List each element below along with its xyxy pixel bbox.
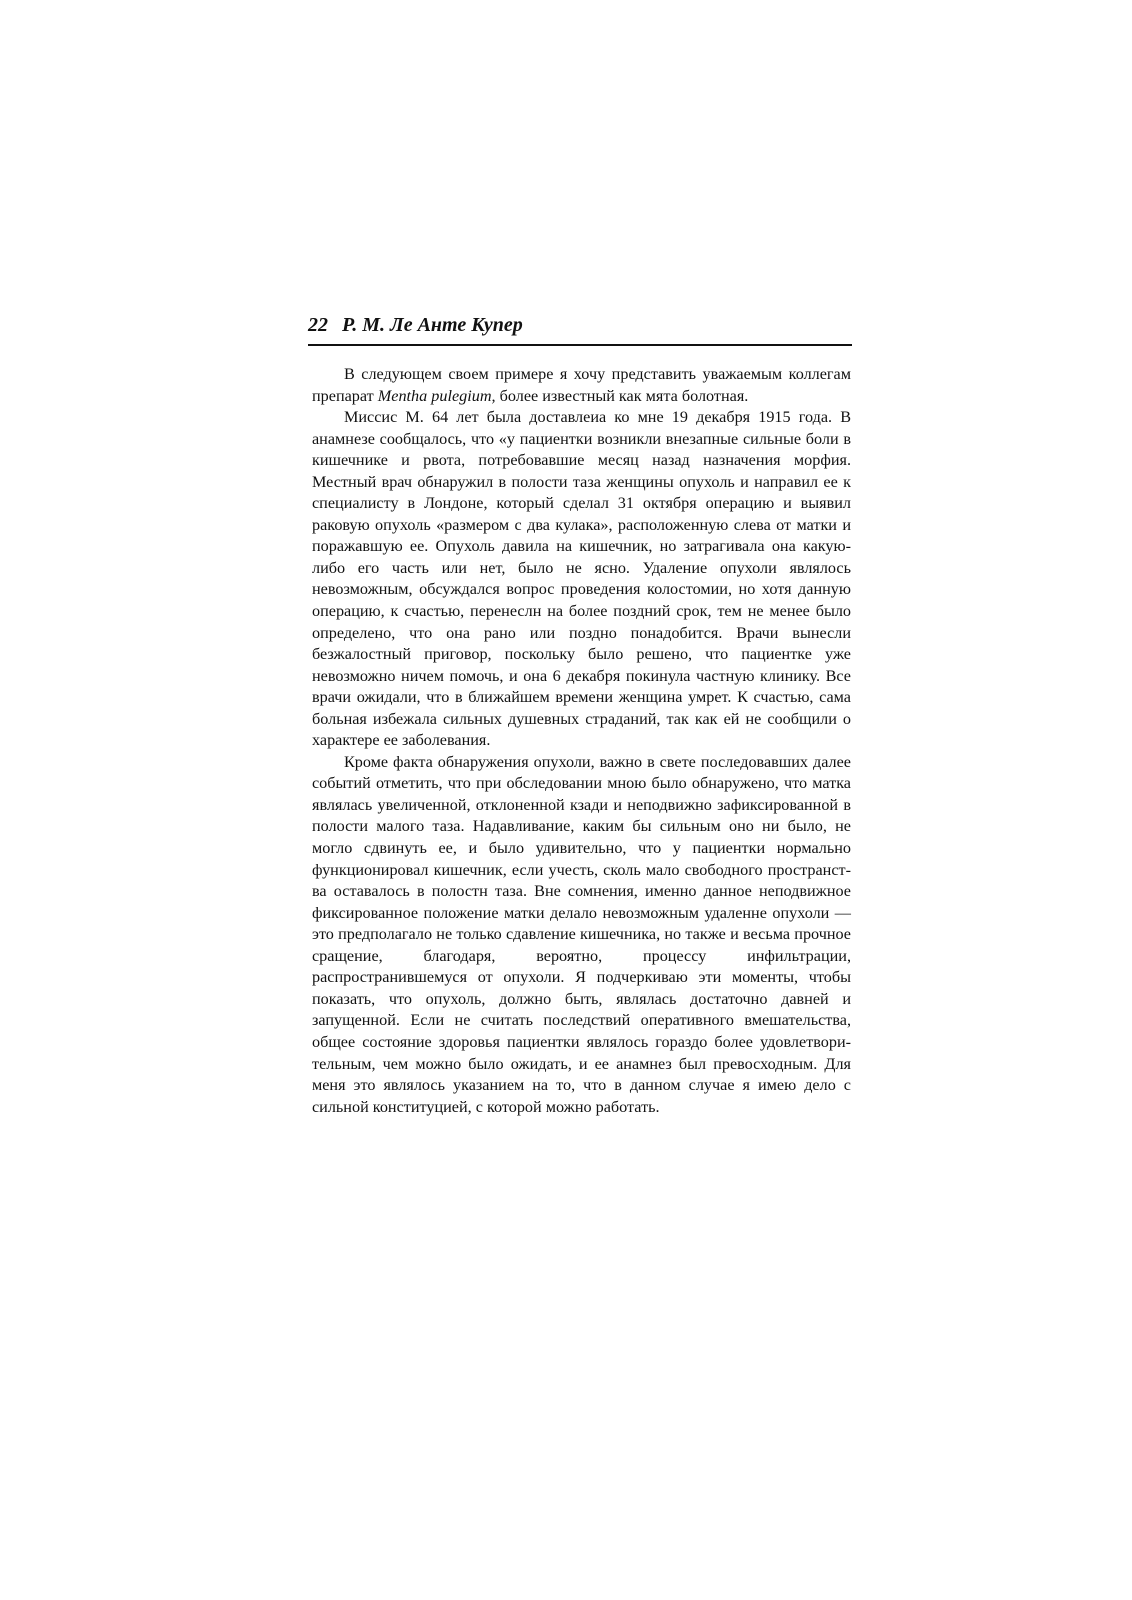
page-header	[308, 314, 856, 344]
paragraph: Кроме факта обнаружения опухоли, важно в свете последовавших далее событий отметить, что при обследовании мною было обнаружено, что матка являлась увеличенной, отклоненной кзади и неподвижно зафиксированной в полости малого таза. Надавливание, каким бы сильным оно ни было, не могло сдвинуть ее, и было удивительно, что у пациентки нормально функционировал кишечник, если учесть, сколь мало свободного пространства оставалось в полостн таза. Вне сомнения, именно данное неподвижное фиксированное положение матки делало невозможным удаленне опухоли — это предполагало не только сдавление кишечника, но также и весьма прочное сращение, благодаря, вероятно, процессу инфильтрации, распространившемуся от опухоли. Я подчеркиваю эти моменты, чтобы показать, что опухоль, должно быть, являлась достаточно давней и запущенной. Если не считать последствий оперативного вмешательства, общее состояние здоровья пациентки являлось гораздо более удовлетворительным, чем можно было ожидать, и ее анамнез был превосходным. Для меня это являлось указанием на то, что в данном случае я имею дело с сильной конституцией, с которой можно работать.	[312, 752, 851, 1116]
paragraph	[312, 364, 851, 407]
latin-plant-name: Mentha pulegium,	[377, 386, 496, 405]
page-number: 22	[308, 314, 328, 336]
paragraph-text: В следующем своем примере я хочу представить уважаемым коллегам препарат	[312, 365, 851, 405]
paragraph-text: более известный как мята болотная.	[495, 386, 749, 405]
header-divider	[308, 344, 852, 346]
body-text	[312, 364, 851, 1118]
running-title: Р. М. Ле Анте Купер	[342, 314, 523, 336]
paragraph: Миссис М. 64 лет была доставлеиа ко мне 19 декабря 1915 года. В анамнезе сообщалось, что «у пациентки возникли внезапные сильные боли в кишечнике и рвота, потребовавшие месяц назад назначения морфия. Местный врач обнаружил в полости таза женщины опухоль и направил ее к специалисту в Лондоне, который сделал 31 октября операцию и выявил раковую опухоль «размером с два кулака», расположенную слева от матки и поражавшую ее. Опухоль давила на кишечник, но затрагивала она какую-либо его часть или нет, было не ясно. Удаление опухоли являлось невозможным, обсуждался вопрос проведения колостомии, но хотя данную операцию, к счастью, перенеслн на более поздний срок, тем не менее было определено, что она рано или поздно понадобится. Врачи вынесли безжалостный приговор, поскольку было решено, что пациентке уже невозможно ничем помочь, и она 6 декабря покинула частную клинику. Все врачи ожидали, что в ближайшем времени женщина умрет. К счастью, сама больная избежала сильных душевных страданий, так как ей не сообщили о характере ее заболевания.	[312, 408, 851, 750]
